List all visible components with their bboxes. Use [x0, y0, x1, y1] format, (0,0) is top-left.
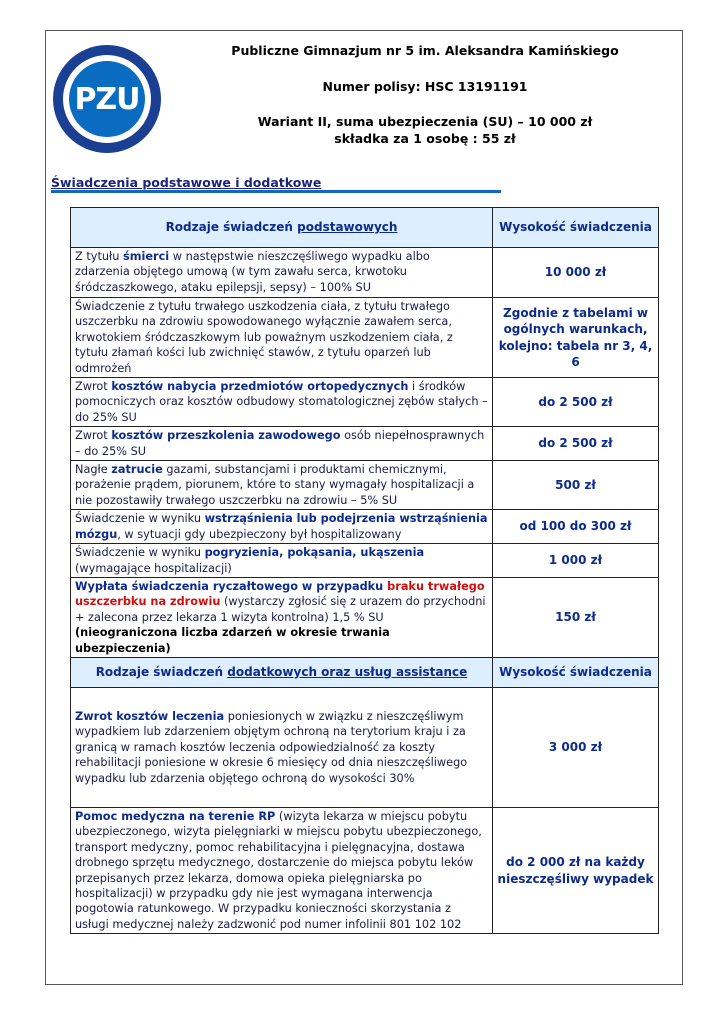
- row-amount: 150 zł: [493, 577, 659, 657]
- row-amount: 10 000 zł: [493, 248, 659, 298]
- header-underlined: podstawowych: [297, 219, 398, 234]
- row-description: Pomoc medyczna na terenie RP (wizyta lekarza w miejscu pobytu ubezpieczonego, wizyta pielęgniarki w miejscu pobytu ubezpieczonego, transport medyczny, pomoc rehabilitacyjna i pielęgnacyjna, dostawa drobnego sprzętu medycznego, dostarczenie do miejsca pobytu leków przepisanych przez lekarza, domowa opieka pielęgniarska po hospitalizacji) w przypadku gdy nie jest wymagana interwencja pogotowia ratunkowego. W przypadku konieczności skorzystania z usługi medycznej należy zadzwonić pod numer infolinii 801 102 102: [71, 807, 493, 933]
- table-row: [71, 687, 659, 807]
- row-description: Świadczenie z tytułu trwałego uszkodzenia ciała, z tytułu trwałego uszczerbku na zdrowiu spowodowanego wyłącznie zawałem serca, krwotokiem śródczaszkowym lub poważnym uszkodzeniem ciała, z tytułu złamań kości lub zwichnięć stawów, z tytułu oparzeń lub odmrożeń: [71, 298, 493, 378]
- row-amount: do 2 500 zł: [493, 378, 659, 427]
- extra-header-label: [71, 657, 493, 687]
- table-row: [71, 427, 659, 461]
- row-amount: od 100 do 300 zł: [493, 510, 659, 544]
- table-row: [71, 378, 659, 427]
- row-description: Zwrot kosztów leczenia poniesionych w związku z nieszczęśliwym wypadkiem lub zdarzeniem objętym ochroną na terytorium kraju i za granicą w ramach kosztów leczenia odpowiedzialność za koszty rehabilitacji poniesione w okresie 6 miesięcy od dnia nieszczęśliwego wypadku lub zdarzenia objętego ochroną do wysokości 30%: [71, 687, 493, 807]
- row-amount: 1 000 zł: [493, 544, 659, 578]
- table-row: [71, 298, 659, 378]
- basic-header-label: [71, 208, 493, 248]
- basic-header-amount: Wysokość świadczenia: [493, 208, 659, 248]
- table-row: [71, 577, 659, 657]
- header-prefix: Rodzaje świadczeń: [95, 664, 228, 679]
- row-description: Świadczenie w wyniku wstrząśnienia lub podejrzenia wstrząśnienia mózgu, w sytuacji gdy ubezpieczony był hospitalizowany: [71, 510, 493, 544]
- school-name: Publiczne Gimnazjum nr 5 im. Aleksandra Kamińskiego: [231, 43, 619, 58]
- row-amount: do 2 500 zł: [493, 427, 659, 461]
- row-amount: 3 000 zł: [493, 687, 659, 807]
- section-underline: [51, 190, 501, 193]
- header-prefix: Rodzaje świadczeń: [165, 219, 298, 234]
- logo-text: PZU: [74, 81, 140, 117]
- extra-header-amount: Wysokość świadczenia: [493, 657, 659, 687]
- table-row: [71, 248, 659, 298]
- table-row: [71, 461, 659, 510]
- policy-number: Numer polisy: HSC 13191191: [322, 79, 528, 94]
- row-amount: 500 zł: [493, 461, 659, 510]
- basic-header-row: [71, 208, 659, 248]
- premium: składka za 1 osobę : 55 zł: [334, 131, 516, 146]
- header-underlined: dodatkowych oraz usług assistance: [227, 664, 468, 679]
- section-title: Świadczenia podstawowe i dodatkowe: [51, 175, 322, 190]
- row-description: Zwrot kosztów przeszkolenia zawodowego osób niepełnosprawnych – do 25% SU: [71, 427, 493, 461]
- row-amount: do 2 000 zł na każdy nieszczęśliwy wypadek: [493, 807, 659, 933]
- row-description: Zwrot kosztów nabycia przedmiotów ortopedycznych i środków pomocniczych oraz kosztów odbudowy stomatologicznej zębów stałych – do 25% SU: [71, 378, 493, 427]
- row-amount: Zgodnie z tabelami w ogólnych warunkach, kolejno: tabela nr 3, 4, 6: [493, 298, 659, 378]
- row-description: Nagłe zatrucie gazami, substancjami i produktami chemicznymi, porażenie prądem, piorunem, które to stany wymagały hospitalizacji a nie pozostawiły trwałego uszczerbku na zdrowiu – 5% SU: [71, 461, 493, 510]
- extra-header-row: [71, 657, 659, 687]
- benefits-table: [70, 207, 659, 934]
- row-description: Z tytułu śmierci w następstwie nieszczęśliwego wypadku albo zdarzenia objętego umową (w tym zawału serca, krwotoku śródczaszkowego, ataku epilepsji, sepsy) – 100% SU: [71, 248, 493, 298]
- table-row: [71, 544, 659, 578]
- variant-sum: Wariant II, suma ubezpieczenia (SU) – 10 000 zł: [257, 114, 593, 129]
- table-row: [71, 807, 659, 933]
- table-row: [71, 510, 659, 544]
- row-description: Świadczenie w wyniku pogryzienia, pokąsania, ukąszenia (wymagające hospitalizacji): [71, 544, 493, 578]
- row-description: Wypłata świadczenia ryczałtowego w przypadku braku trwałego uszczerbku na zdrowiu (wystarczy zgłosić się z urazem do przychodni + zalecona przez lekarza 1 wizyta kontrolna) 1,5 % SU (nieograniczona liczba zdarzeń w okresie trwania ubezpieczenia): [71, 577, 493, 657]
- pzu-logo: [53, 45, 161, 153]
